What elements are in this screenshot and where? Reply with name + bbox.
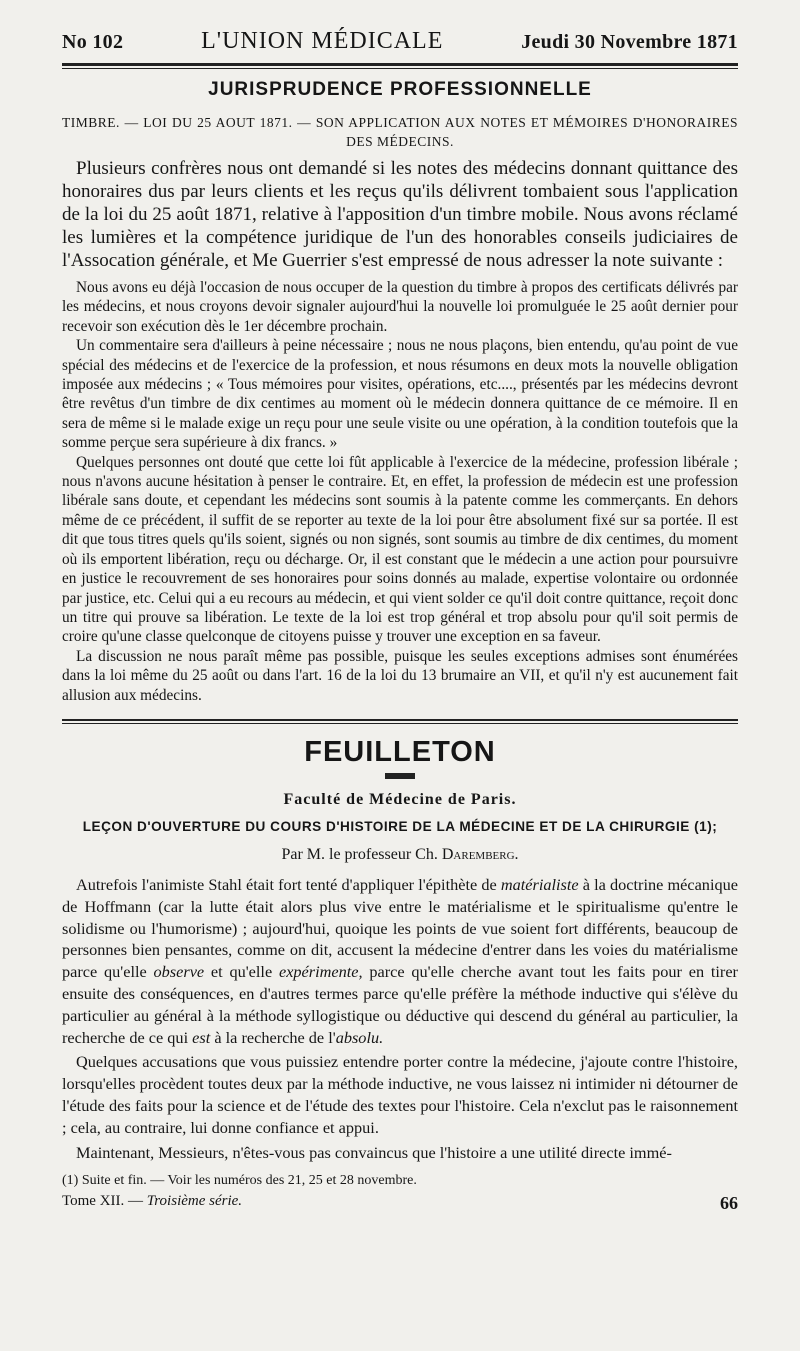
italic-run: est: [192, 1027, 211, 1047]
feuilleton-title: FEUILLETON: [304, 735, 496, 768]
header-rule: [62, 63, 738, 69]
journal-title: L'UNION MÉDICALE: [201, 28, 444, 54]
text-run: Autrefois l'animiste Stahl était fort tenté d'appliquer l'épithète de: [76, 874, 501, 894]
author-prefix: Par M. le professeur Ch.: [281, 845, 438, 863]
text-run: à la doctrine mécanique de Hoffmann (car la lutte était alors plus vive entre le matérialisme et le spiritualisme qu'entre le solidisme ou l'humorisme) ; aujourd'hui, quoique les points de vue soient fort différents, beaucoup de personnes bien pensantes, comme on dit, accusent la médecine d'entrer dans les voies du matérialisme parce qu'elle: [62, 874, 738, 982]
issue-number: No 102: [62, 31, 124, 53]
title-dash: [385, 773, 415, 779]
italic-run: observe: [153, 962, 205, 982]
text-run: à la recherche de l': [210, 1027, 336, 1047]
serie-label: Troisième série.: [146, 1193, 243, 1210]
article-paragraph: Un commentaire sera d'ailleurs à peine nécessaire ; nous ne nous plaçons, bien entendu, qu'au point de vue spécial des médecins et de l'exercice de la profession, et nous résumons en deux mots la nouvelle obligation imposée aux médecins ; « Tous mémoires pour visites, opérations, etc...., présentés par les médecins devront être revêtus d'un timbre de dix centimes au moment où le médecin donnera quittance de ce mémoire. Il en sera de même si le malade exige un reçu pour une seule visite ou une opération, à la condition toutefois que la somme perçue sera supérieure à dix francs. »: [62, 337, 738, 452]
italic-run: expérimente,: [278, 962, 363, 982]
page-number: 66: [720, 1193, 738, 1214]
article-paragraph: Nous avons eu déjà l'occasion de nous occuper de la question du timbre à propos des certificats délivrés par les médecins, et nous croyons devoir signaler aujourd'hui la nouvelle loi promulguée le 25 août dernier pour recevoir son exécution dès le 1er décembre prochain.: [62, 279, 738, 335]
author-line: [62, 846, 738, 864]
italic-run: matérialiste: [500, 874, 579, 894]
faculte-heading: Faculté de Médecine de Paris.: [283, 790, 517, 808]
footnote: (1) Suite et fin. — Voir les numéros des 21, 25 et 28 novembre.: [62, 1173, 417, 1189]
article-lead: Plusieurs confrères nous ont demandé si les notes des médecins donnant quittance des honoraires dus par leurs clients et les reçus qu'ils délivrent tombaient sous l'application de la loi du 25 août 1871, relative à l'apposition d'un timbre mobile. Nous avons réclamé les lumières et la compétence juridique de l'un des honorables conseils judiciaires de l'Assocation générale, et Me Guerrier s'est empressé de nous adresser la note suivante :: [62, 158, 738, 271]
article-body: [62, 278, 738, 705]
feuilleton-paragraph: [62, 874, 738, 1048]
lecon-heading: LEÇON D'OUVERTURE DU COURS D'HISTOIRE DE LA MÉDECINE ET DE LA CHIRURGIE (1);: [82, 818, 718, 834]
article-subhead: TIMBRE. — LOI DU 25 AOUT 1871. — SON APPLICATION AUX NOTES ET MÉMOIRES D'HONORAIRES DES MÉDECINS.: [62, 115, 738, 149]
section-divider: [62, 719, 738, 724]
volume-info: [62, 1193, 242, 1214]
article-paragraph: La discussion ne nous paraît même pas possible, puisque les seules exceptions admises sont énumérées dans la loi même du 25 août ou dans l'art. 16 de la loi du 13 brumaire an VII, et qu'il n'y est aucunement fait allusion aux médecins.: [62, 647, 738, 704]
text-run: parce qu'elle cherche avant tout les faits pour en tirer ensuite des conséquences, en d'autres termes parce qu'elle préfère la méthode inductive qui s'élève du particulier au général à la méthode syllogistique ou déductive qui descend du général au particulier, la recherche de ce qui: [62, 962, 738, 1047]
italic-run: absolu.: [335, 1027, 384, 1047]
feuilleton-paragraph: Quelques accusations que vous puissiez entendre porter contre la médecine, j'ajoute contre l'histoire, lorsqu'elles procèdent toutes deux par la méthode inductive, ne vous laissez ni intimider ni détourner de l'étude des faits pour la science et de l'étude des textes pour l'histoire. Cela n'exclut pas le raisonnement ; cela, au contraire, lui donne confiance et appui.: [62, 1052, 738, 1137]
section-title: JURISPRUDENCE PROFESSIONNELLE: [208, 79, 592, 100]
tome-label: Tome XII. —: [62, 1193, 147, 1210]
page-footer: [62, 1193, 738, 1214]
issue-date: Jeudi 30 Novembre 1871: [521, 31, 738, 53]
feuilleton-paragraph: Maintenant, Messieurs, n'êtes-vous pas convaincus que l'histoire a une utilité directe immé-: [76, 1142, 672, 1162]
page-header: [62, 28, 738, 55]
text-run: et qu'elle: [204, 962, 279, 982]
feuilleton-body: [62, 874, 738, 1163]
article-paragraph: Quelques personnes ont douté que cette loi fût applicable à l'exercice de la médecine, profession libérale ; nous n'avons aucune hésitation à penser le contraire. Et, en effet, la profession de médecin est une profession libérale sans doute, et cependant les médecins sont soumis à la patente comme les commerçants. En dehors même de ce précédent, il suffit de se reporter au texte de la loi pour être absolument fixé sur sa portée. Il est dit que tous titres quels qu'ils soient, signés ou non signés, sont soumis au timbre de dix centimes, du moment où ils emportent libération, reçu ou décharge. Or, il est constant que le médecin a une action pour poursuivre en justice le recouvrement de ses honoraires pour soins donnés au malade, expertise volontaire ou ordonnée par justice, etc. Celui qui a eu recours au médecin, et qui vient solder ce qu'il doit contre quittance, reçoit donc un titre qui prouve sa libération. Le texte de la loi est trop général et trop absolu pour qu'il soit permis de croire qu'une classe quelconque de citoyens puisse y trouver une exception en sa faveur.: [62, 453, 738, 646]
author-name: Daremberg.: [441, 845, 519, 863]
